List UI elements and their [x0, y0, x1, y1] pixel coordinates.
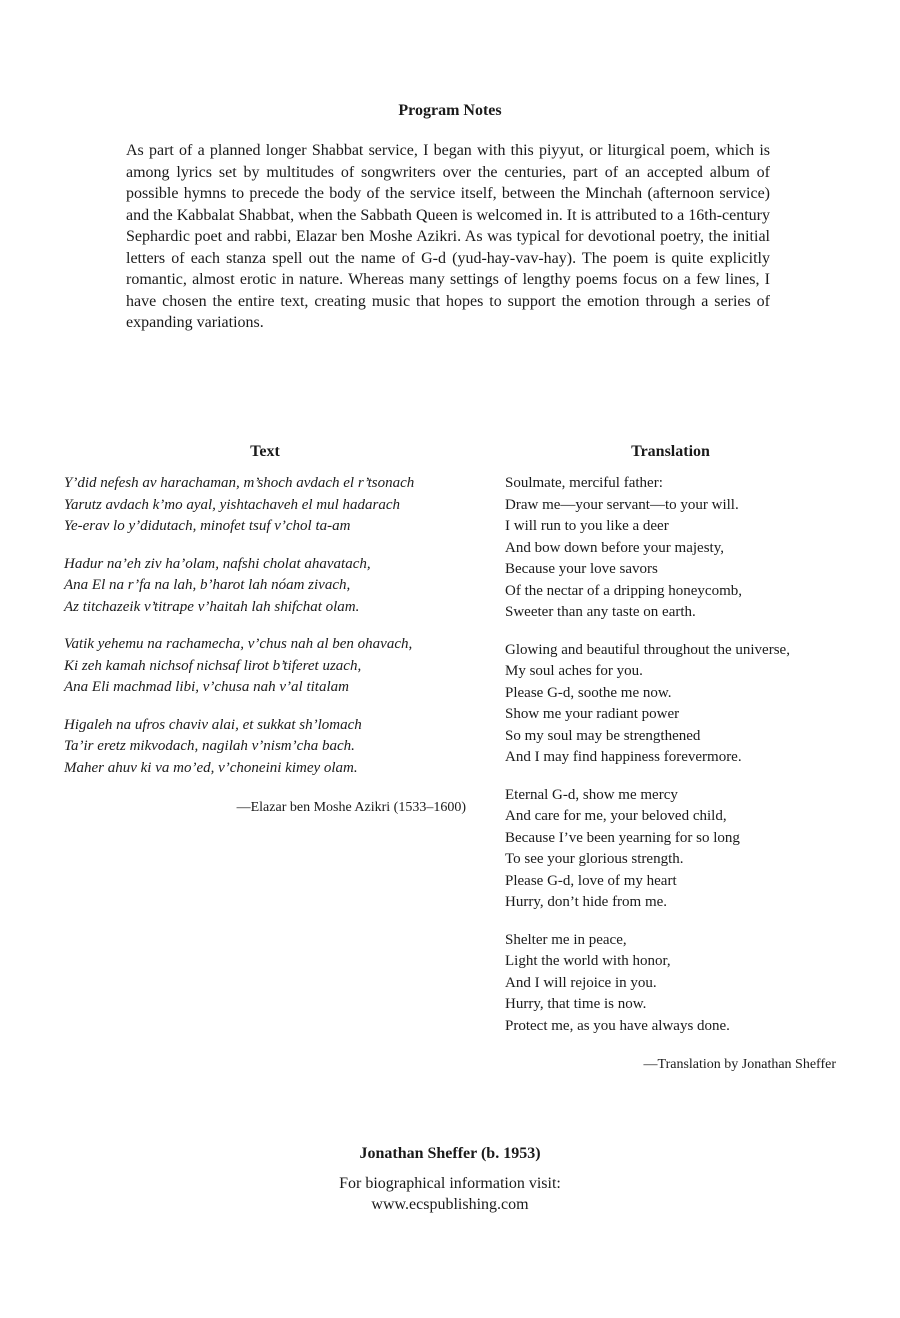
program-notes-title: Program Notes [398, 102, 502, 119]
text-stanza [64, 634, 474, 699]
translation-line: And I may find happiness forevermore. [505, 749, 742, 765]
text-line: Vatik yehemu na rachamecha, v’chus nah al ben ohavach, [64, 636, 413, 652]
translation-line: And care for me, your beloved child, [505, 808, 727, 824]
translation-line: Shelter me in peace, [505, 931, 627, 948]
translation-line: Sweeter than any taste on earth. [505, 604, 696, 620]
composer-website-link[interactable]: www.ecspublishing.com [371, 1196, 529, 1213]
translation-line: Protect me, as you have always done. [505, 1017, 730, 1034]
translation-line: My soul aches for you. [505, 663, 643, 679]
translation-line: So my soul may be strengthened [505, 727, 701, 744]
text-line: Yarutz avdach k’mo ayal, yishtachaveh el mul hadarach [64, 496, 401, 513]
text-line: Y’did nefesh av harachaman, m’shoch avdach el r’tsonach [64, 475, 415, 491]
text-stanza [64, 554, 474, 619]
text-line: Ki zeh kamah nichsof nichsaf lirot b’tiferet uzach, [64, 657, 362, 674]
text-line: Higaleh na ufros chaviv alai, et sukkat sh’lomach [64, 716, 362, 733]
text-line: Maher ahuv ki va mo’ed, v’choneini kimey olam. [64, 759, 358, 776]
translation-line: I will run to you like a deer [505, 518, 669, 534]
text-stanza [64, 715, 474, 780]
translation-line: Because I’ve been yearning for so long [505, 829, 740, 846]
translation-column-heading: Translation [631, 443, 710, 460]
translation-line: Glowing and beautiful throughout the universe, [505, 641, 790, 658]
translation-stanza [505, 473, 845, 624]
text-line: Hadur na’eh ziv ha’olam, nafshi cholat ahavatach, [64, 555, 371, 572]
translation-line: Eternal G-d, show me mercy [505, 786, 678, 803]
text-line: Ta’ir eretz mikvodach, nagilah v’nism’cha bach. [64, 738, 355, 754]
translation-stanza [505, 640, 845, 769]
text-line: Ana El na r’fa na lah, b’harot lah nóam zivach, [64, 577, 351, 593]
translation-line: And bow down before your majesty, [505, 539, 724, 556]
translation-line: And I will rejoice in you. [505, 974, 657, 991]
translation-stanza [505, 930, 845, 1038]
translation-line: Please G-d, love of my heart [505, 872, 677, 889]
translation-line: Light the world with honor, [505, 953, 671, 969]
translation-line: Hurry, that time is now. [505, 996, 647, 1012]
translation-line: Show me your radiant power [505, 706, 680, 722]
translation-line: Please G-d, soothe me now. [505, 684, 672, 701]
translation-line: Of the nectar of a dripping honeycomb, [505, 582, 743, 599]
text-column-heading: Text [250, 443, 280, 460]
translation-attribution: —Translation by Jonathan Sheffer [643, 1057, 836, 1072]
translation-line: To see your glorious strength. [505, 851, 684, 867]
text-stanza [64, 473, 474, 538]
translation-line: Draw me—your servant—to your will. [505, 496, 739, 513]
translation-line: Hurry, don’t hide from me. [505, 894, 668, 910]
text-line: Ye-erav lo y’didutach, minofet tsuf v’chol ta-am [64, 518, 351, 534]
translation-stanza [505, 785, 845, 914]
hebrew-text-column [64, 473, 474, 795]
translation-line: Because your love savors [505, 561, 658, 577]
composer-bio-line: For biographical information visit: [339, 1175, 561, 1192]
translation-line: Soulmate, merciful father: [505, 475, 663, 491]
text-line: Az titchazeik v’titrape v’haitah lah shifchat olam. [64, 598, 360, 615]
text-line: Ana Eli machmad libi, v’chusa nah v’al titalam [64, 679, 349, 695]
program-notes-body: As part of a planned longer Shabbat service, I began with this piyyut, or liturgical poem, which is among lyrics set by multitudes of songwriters over the centuries, part of an accepted album of possible hymns to precede the body of the service itself, between the Minchah (afternoon service) and the Kabbalat Shabbat, when the Sabbath Queen is welcomed in. It is attributed to a 16th-century Sephardic poet and rabbi, Elazar ben Moshe Azikri. As was typical for devotional poetry, the initial letters of each stanza spell out the name of G-d (yud-hay-vav-hay). The poem is quite explicitly romantic, almost erotic in nature. Whereas many settings of lengthy poems focus on a few lines, I have chosen the entire text, creating music that hopes to support the emotion through a series of expanding variations. [126, 142, 770, 331]
text-attribution: —Elazar ben Moshe Azikri (1533–1600) [236, 800, 466, 815]
translation-column [505, 473, 845, 1053]
composer-name: Jonathan Sheffer (b. 1953) [359, 1145, 541, 1162]
